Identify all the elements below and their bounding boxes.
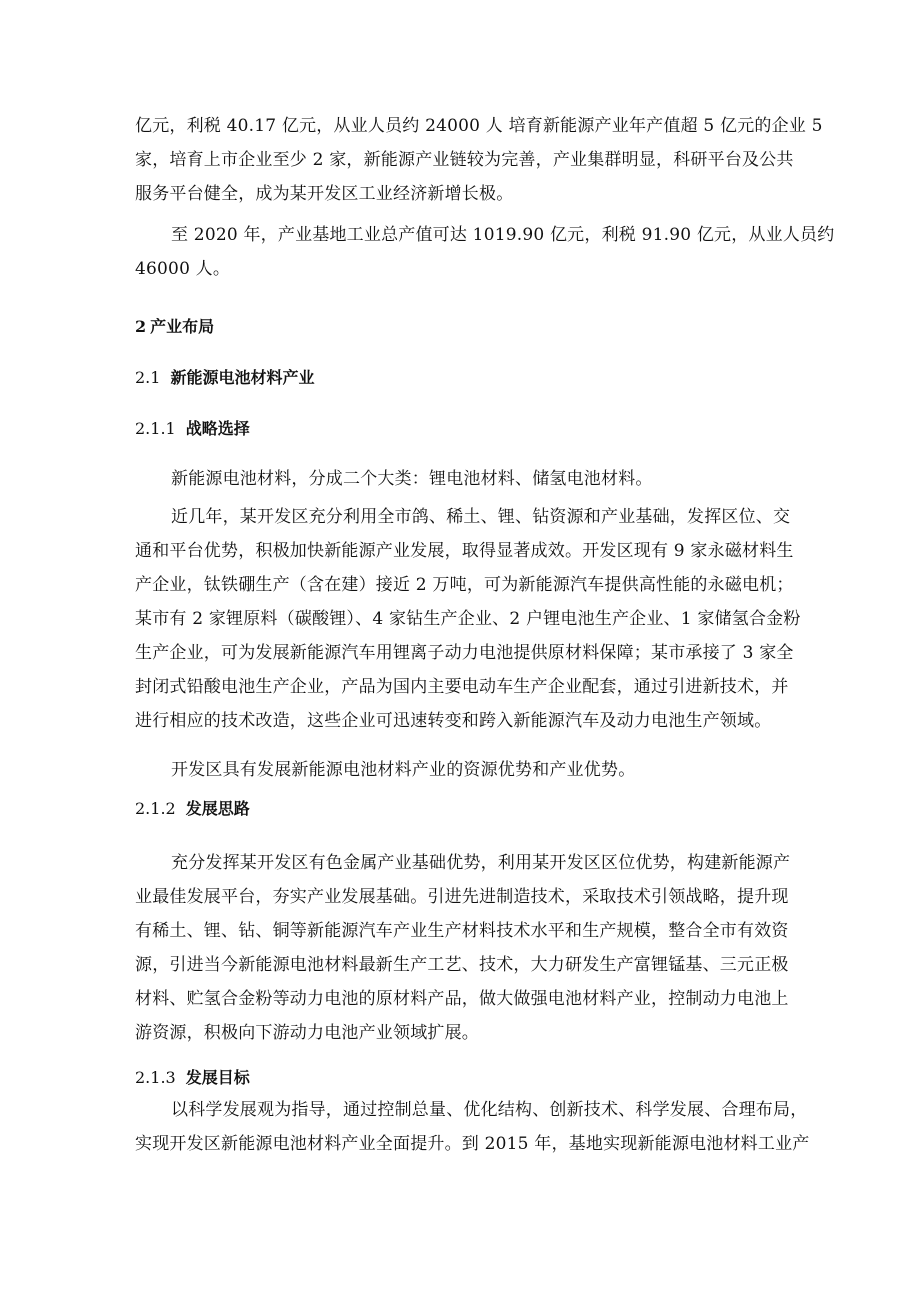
text-line: 封闭式铅酸电池生产企业，产品为国内主要电动车生产企业配套，通过引进新技术，并 [135,677,789,697]
heading-title: 产业布局 [150,317,215,336]
text-line: 实现开发区新能源电池材料产业全面提升。到 2015 年，基地实现新能源电池材料工业产 [135,1134,810,1154]
text-line: 近几年，某开发区充分利用全市鸽、稀土、锂、钻资源和产业基础，发挥区位、交 [171,507,791,527]
paragraph-advantage [135,753,795,787]
text-line: 亿元，利税 40.17 亿元，从业人员约 24000 人 培育新能源产业年产值超 5 亿元的企业 5 [135,116,823,136]
text-line: 源，引进当今新能源电池材料最新生产工艺、技术，大力研发生产富锂锰基、三元正极 [135,955,789,975]
heading-number: 2.1.3 [135,1068,176,1087]
paragraph-categories [135,462,795,496]
heading-number: 2.1 [135,368,161,387]
text-line: 充分发挥某开发区有色金属产业基础优势，利用某开发区区位优势，构建新能源产 [171,853,791,873]
text-line: 游资源，积极向下游动力电池产业领域扩展。 [135,1023,479,1043]
heading-section-2-1-3 [135,1066,250,1090]
text-line: 以科学发展观为指导，通过控制总量、优化结构、创新技术、科学发展、合理布局， [171,1100,808,1120]
text-line: 新能源电池材料，分成二个大类：锂电池材料、储氢电池材料。 [171,469,653,489]
heading-title: 新能源电池材料产业 [170,368,315,387]
text-line: 至 2020 年，产业基地工业总产值可达 1019.90 亿元，利税 91.90 亿元，从业人员约 [171,225,835,245]
paragraph-approach [135,846,795,1050]
paragraph-intro-continuation [135,109,823,211]
text-line: 46000 人。 [135,259,231,279]
text-line: 开发区具有发展新能源电池材料产业的资源优势和产业优势。 [171,760,636,780]
heading-title: 发展目标 [185,1068,250,1087]
text-line: 进行相应的技术改造，这些企业可迅速转变和跨入新能源汽车及动力电池生产领域。 [135,711,772,731]
heading-number: 2.1.1 [135,419,176,438]
paragraph-2020-target [135,218,835,286]
text-line: 服务平台健全，成为某开发区工业经济新增长极。 [135,184,514,204]
text-line: 有稀土、锂、钻、铜等新能源汽车产业生产材料技术水平和生产规模，整合全市有效资 [135,921,789,941]
text-line: 家，培育上市企业至少 2 家，新能源产业链较为完善，产业集群明显，科研平台及公共 [135,150,794,170]
heading-section-2 [135,315,214,339]
heading-number: 2.1.2 [135,799,176,818]
text-line: 生产企业，可为发展新能源汽车用锂离子动力电池提供原材料保障；某市承接了 3 家全 [135,643,794,663]
heading-section-2-1-1 [135,417,250,441]
paragraph-goals [135,1093,810,1161]
text-line: 某市有 2 家锂原料（碳酸锂）、4 家钻生产企业、2 户锂电池生产企业、1 家储氢合金粉 [135,609,801,629]
text-line: 业最佳发展平台，夯实产业发展基础。引进先进制造技术，采取技术引领战略，提升现 [135,887,789,907]
heading-section-2-1 [135,366,314,390]
text-line: 材料、贮氢合金粉等动力电池的原材料产品，做大做强电池材料产业，控制动力电池上 [135,989,789,1009]
paragraph-recent-years [135,500,801,738]
heading-section-2-1-2 [135,797,250,821]
text-line: 通和平台优势，积极加快新能源产业发展，取得显著成效。开发区现有 9 家永磁材料生 [135,541,794,561]
text-line: 产企业，钛铁硼生产（含在建）接近 2 万吨，可为新能源汽车提供高性能的永磁电机； [135,575,794,595]
heading-title: 发展思路 [185,799,250,818]
heading-number: 2 [135,317,147,336]
heading-title: 战略选择 [185,419,250,438]
